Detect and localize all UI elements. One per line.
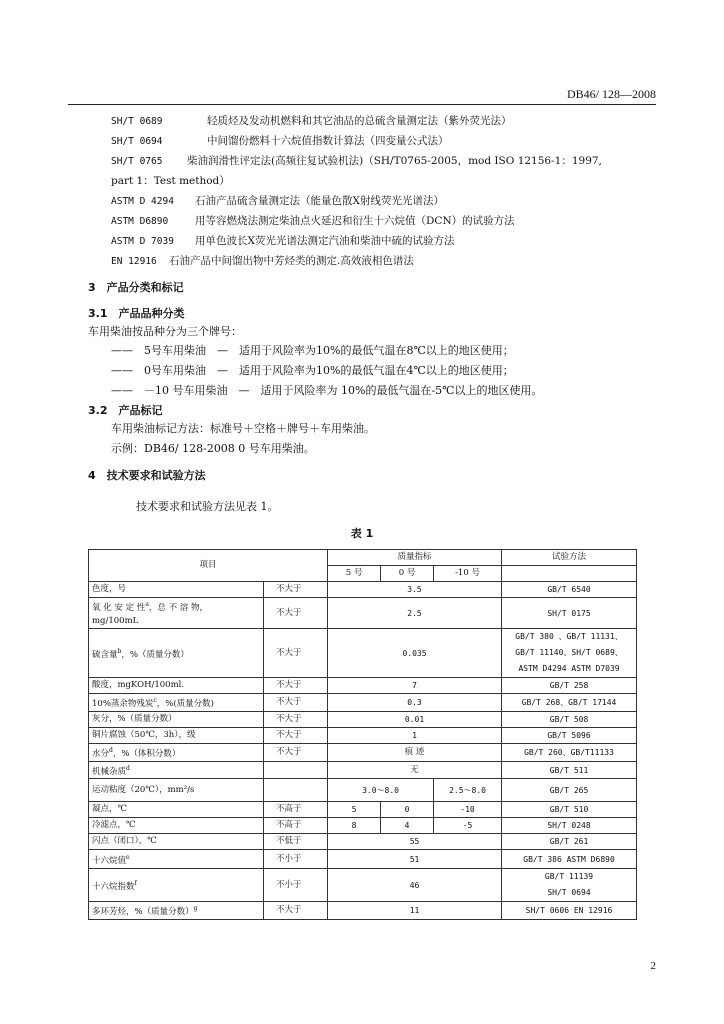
row-value: 7 [328, 678, 502, 694]
marking-example: 示例：DB46/ 128-2008 0 号车用柴油。 [111, 442, 315, 455]
row-item: 铜片腐蚀（50℃，3h），级 [89, 727, 264, 743]
row-method: GB/T 5096 [502, 727, 637, 743]
table-caption: 表 1 [350, 527, 374, 540]
reference-title: 石油产品硫含量测定法（能量色散X射线荧光光谱法） [195, 195, 444, 207]
table-row [89, 694, 637, 712]
row-limit: 不大于 [264, 743, 328, 761]
reference-title: 轻质烃及发动机燃料和其它油品的总硫含量测定法（紫外荧光法） [207, 115, 512, 127]
row-method: GB/T 6540 [502, 582, 637, 598]
table-row [89, 743, 637, 761]
row-limit: 不大于 [264, 582, 328, 598]
row-value: 8 [328, 818, 381, 834]
section-3-2-heading: 3.2 产品标记 [88, 404, 163, 417]
row-value: 11 [328, 902, 502, 920]
row-method: GB/T 508 [502, 711, 637, 727]
reference-code: SH/T 0689 [111, 116, 163, 127]
table-header-row [89, 550, 637, 566]
table-row [89, 761, 637, 779]
reference-item [111, 113, 512, 128]
row-limit: 不小于 [264, 850, 328, 869]
row-value: 4 [381, 818, 434, 834]
section-3-heading: 3 产品分类和标记 [88, 281, 184, 294]
row-value: 3.5 [328, 582, 502, 598]
marking-method: 车用柴油标记方法：标准号＋空格＋牌号＋车用柴油。 [111, 422, 375, 435]
row-method: GB/T 510 [502, 802, 637, 818]
row-value: 1 [328, 727, 502, 743]
row-item: 灰分，%（质量分数） [89, 711, 264, 727]
reference-code: ASTM D6890 [111, 216, 169, 227]
table-row [89, 727, 637, 743]
table-row [89, 818, 637, 834]
grade-list-item: —— －10 号车用柴油 — 适用于风险率为 10%的最低气温在-5℃以上的地区使用。 [111, 384, 543, 397]
row-limit: 不小于 [264, 869, 328, 902]
row-item: 十六烷指数$^f$ [89, 869, 264, 902]
row-item: 酸度，mgKOH/100ml. [89, 678, 264, 694]
row-method: GB/T 265 [502, 779, 637, 802]
row-item: 凝点，℃ [89, 802, 264, 818]
row-value: 0 [381, 802, 434, 818]
reference-title: 柴油润滑性评定法(高频往复试验机法)（SH/T0765-2005，mod ISO 12156-1：1997, [187, 155, 602, 167]
row-limit [264, 779, 328, 802]
row-limit [264, 761, 328, 779]
reference-title: 石油产品中间馏出物中芳烃类的测定.高效液相色谱法 [169, 255, 414, 267]
table-row [89, 598, 637, 629]
row-item: 氧 化 安 定 性$^a$，总 不 溶 物， mg/100mL [89, 598, 264, 629]
row-method: GB/T 261 [502, 834, 637, 850]
reference-title: 用单色波长X荧光光谱法测定汽油和柴油中硫的试验方法 [195, 235, 455, 247]
table-row [89, 802, 637, 818]
row-value: 55 [328, 834, 502, 850]
header-blank [502, 566, 637, 582]
row-limit: 不高于 [264, 802, 328, 818]
row-item: 闪点（闭口），℃ [89, 834, 264, 850]
row-limit: 不大于 [264, 727, 328, 743]
grade-list-item: —— 0号车用柴油 — 适用于风险率为10%的最低气温在4℃以上的地区使用； [111, 364, 514, 377]
header-item: 项目 [89, 550, 328, 582]
row-item: 水分$^d$，%（体积分数） [89, 743, 264, 761]
row-value: -10 [434, 802, 502, 818]
row-item: 色度，号 [89, 582, 264, 598]
row-item: 10%蒸余物残炭$^c$，%(质量分数) [89, 694, 264, 712]
table-row [89, 902, 637, 920]
row-method: SH/T 0248 [502, 818, 637, 834]
row-item: 多环芳烃，%（质量分数）$^g$ [89, 902, 264, 920]
table-row [89, 582, 637, 598]
row-method: GB/T 511 [502, 761, 637, 779]
row-limit: 不大于 [264, 598, 328, 629]
row-value: 0.035 [328, 629, 502, 678]
row-method: GB/T 386 ASTM D6890 [502, 850, 637, 869]
section-4-heading: 4 技术要求和试验方法 [88, 469, 206, 482]
grade-5: 5 号 [328, 566, 381, 582]
reference-item [111, 233, 454, 248]
row-method: SH/T 0606 EN 12916 [502, 902, 637, 920]
row-value: 2.5～8.0 [434, 779, 502, 802]
table-row [89, 711, 637, 727]
header-method: 试验方法 [502, 550, 637, 566]
row-value: 0.3 [328, 694, 502, 712]
row-value: 痕 迹 [328, 743, 502, 761]
row-method: SH/T 0175 [502, 598, 637, 629]
header-divider [68, 104, 656, 105]
table-row [89, 850, 637, 869]
grade-list-item: —— 5号车用柴油 — 适用于风险率为10%的最低气温在8℃以上的地区使用； [111, 344, 514, 357]
grade-minus-10: -10 号 [434, 566, 502, 582]
row-value: 2.5 [328, 598, 502, 629]
reference-title: part 1：Test method） [111, 175, 230, 187]
row-value: -5 [434, 818, 502, 834]
row-method: GB/T 380 、GB/T 11131、 GB/T 11140、SH/T 0689、 ASTM D4294 ASTM D7039 [502, 629, 637, 678]
header-quality: 质量指标 [328, 550, 502, 566]
section-3-1-intro: 车用柴油按品种分为三个牌号： [88, 325, 242, 338]
row-limit: 不大于 [264, 678, 328, 694]
reference-item [111, 213, 515, 228]
reference-item [111, 193, 444, 208]
row-value: 46 [328, 869, 502, 902]
table-row [89, 779, 637, 802]
reference-title: 中间馏份燃料十六烷值指数计算法（四变量公式法） [207, 135, 449, 147]
row-limit: 不低于 [264, 834, 328, 850]
spec-table [88, 549, 637, 920]
reference-title: 用等容燃烧法测定柴油点火延迟和衍生十六烷值（DCN）的试验方法 [195, 215, 515, 227]
row-method: GB/T 260、GB/T11133 [502, 743, 637, 761]
row-limit: 不大于 [264, 694, 328, 712]
row-method: GB/T 258 [502, 678, 637, 694]
row-item: 机械杂质$^d$ [89, 761, 264, 779]
row-limit: 不大于 [264, 902, 328, 920]
row-value: 无 [328, 761, 502, 779]
table-row [89, 869, 637, 902]
reference-code: ASTM D 4294 [111, 196, 174, 207]
table-row [89, 629, 637, 678]
row-item: 硫含量$^b$，%（质量分数） [89, 629, 264, 678]
reference-item [111, 253, 414, 268]
row-item: 运动粘度（20℃），mm²/s [89, 779, 264, 802]
reference-item [111, 153, 602, 168]
grade-0: 0 号 [381, 566, 434, 582]
row-limit: 不高于 [264, 818, 328, 834]
row-item: 十六烷值$^e$ [89, 850, 264, 869]
reference-code: EN 12916 [111, 256, 157, 267]
row-method: GB/T 11139 SH/T 0694 [502, 869, 637, 902]
section-4-intro: 技术要求和试验方法见表 1。 [136, 500, 279, 513]
reference-code: SH/T 0694 [111, 136, 163, 147]
row-item: 冷滤点，℃ [89, 818, 264, 834]
row-value: 0.01 [328, 711, 502, 727]
row-value: 3.0～8.0 [328, 779, 434, 802]
table-row [89, 834, 637, 850]
standard-code-header: DB46/ 128—2008 [566, 87, 656, 101]
reference-item [111, 133, 449, 148]
row-value: 51 [328, 850, 502, 869]
row-limit: 不大于 [264, 711, 328, 727]
reference-code: SH/T 0765 [111, 156, 163, 167]
row-method: GB/T 268、GB/T 17144 [502, 694, 637, 712]
section-3-1-heading: 3.1 产品品种分类 [88, 307, 185, 320]
row-value: 5 [328, 802, 381, 818]
page-number: 2 [650, 960, 656, 972]
reference-item [111, 173, 230, 188]
table-row [89, 678, 637, 694]
row-limit: 不大于 [264, 629, 328, 678]
reference-code: ASTM D 7039 [111, 236, 174, 247]
